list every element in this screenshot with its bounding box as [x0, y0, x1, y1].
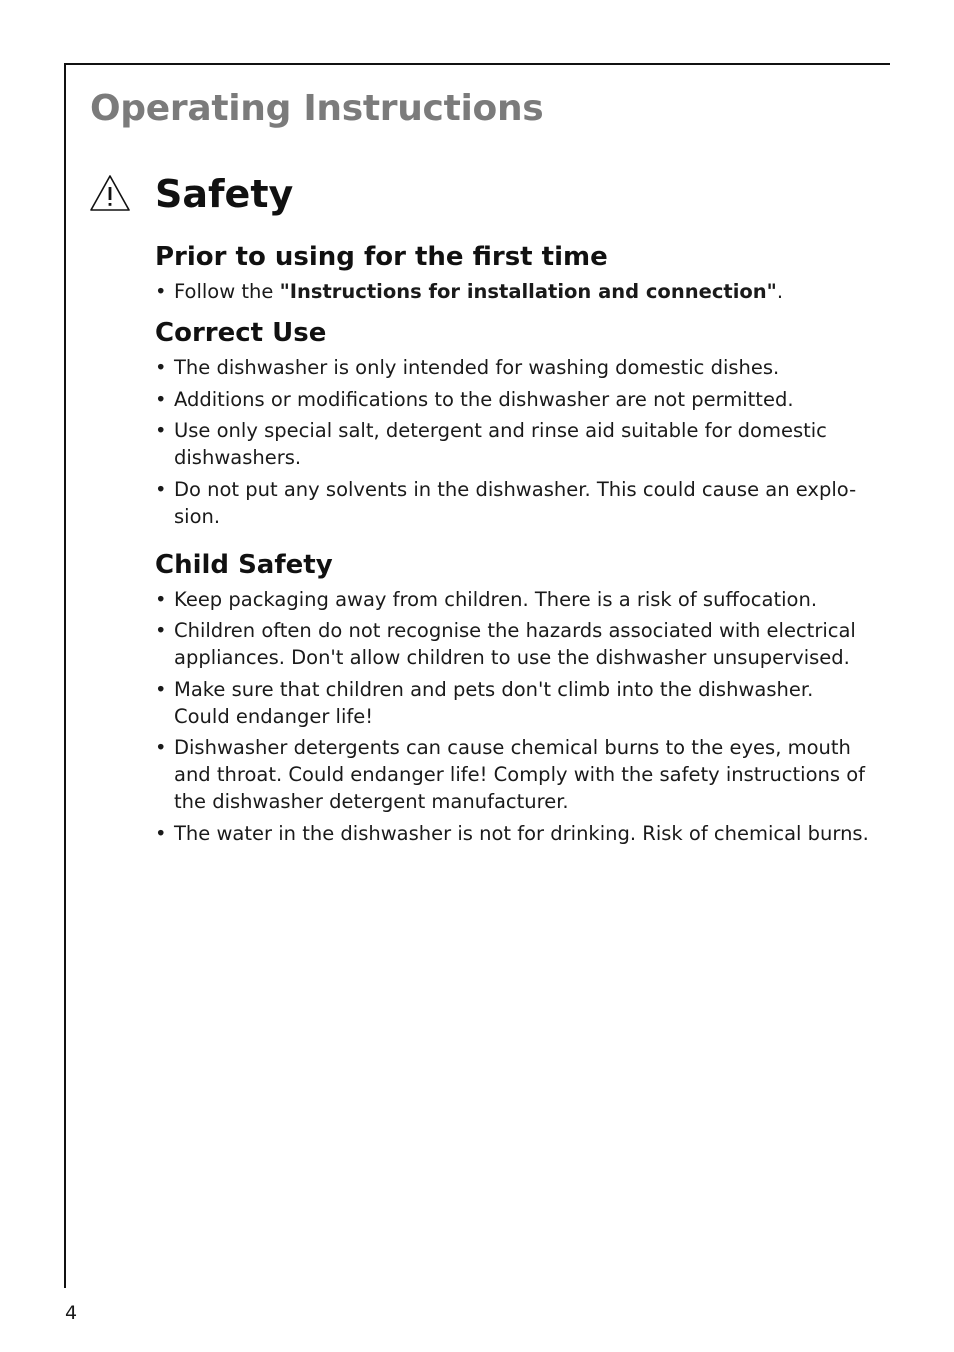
warning-triangle-icon: [89, 174, 131, 212]
list-item: • Additions or modifications to the dishwasher are not permitted.: [155, 386, 870, 413]
list-item: • Use only special salt, detergent and rinse aid suitable for domestic dishwashers.: [155, 417, 870, 471]
prior-use-list: [155, 278, 870, 305]
list-item: • Keep packaging away from children. There is a risk of suffocation.: [155, 586, 870, 613]
section-title: Operating Instructions: [90, 88, 544, 129]
list-item: • The dishwasher is only intended for washing domestic dishes.: [155, 354, 870, 381]
prior-use-suffix: .: [776, 280, 784, 303]
list-item: • Dishwasher detergents can cause chemical burns to the eyes, mouth and throat. Could endanger life! Comply with the safety instructions of the dishwasher detergent manufacturer.: [155, 734, 870, 815]
list-item: • The water in the dishwasher is not for drinking. Risk of chemical burns.: [155, 820, 870, 847]
list-item: • Do not put any solvents in the dishwasher. This could cause an explo-sion.: [155, 476, 870, 530]
page-number: 4: [65, 1302, 78, 1324]
correct-use-heading: Correct Use: [155, 318, 327, 348]
correct-use-list: [155, 354, 870, 530]
page-frame-top-rule: [64, 63, 890, 65]
prior-use-text: Follow the: [174, 280, 280, 303]
installation-instructions-reference: "Instructions for installation and connection": [279, 280, 777, 303]
page-title: Safety: [155, 172, 294, 216]
child-safety-heading: Child Safety: [155, 549, 333, 580]
safety-content: [155, 240, 870, 851]
child-safety-list: [155, 586, 870, 847]
list-item: [155, 278, 870, 305]
page-frame-left-rule: [64, 63, 66, 1288]
list-item: • Children often do not recognise the hazards associated with electrical appliances. Don't allow children to use the dishwasher unsupervised.: [155, 617, 870, 671]
list-item: • Make sure that children and pets don't climb into the dishwasher. Could endanger life!: [155, 676, 870, 730]
prior-use-heading: Prior to using for the first time: [155, 242, 608, 272]
